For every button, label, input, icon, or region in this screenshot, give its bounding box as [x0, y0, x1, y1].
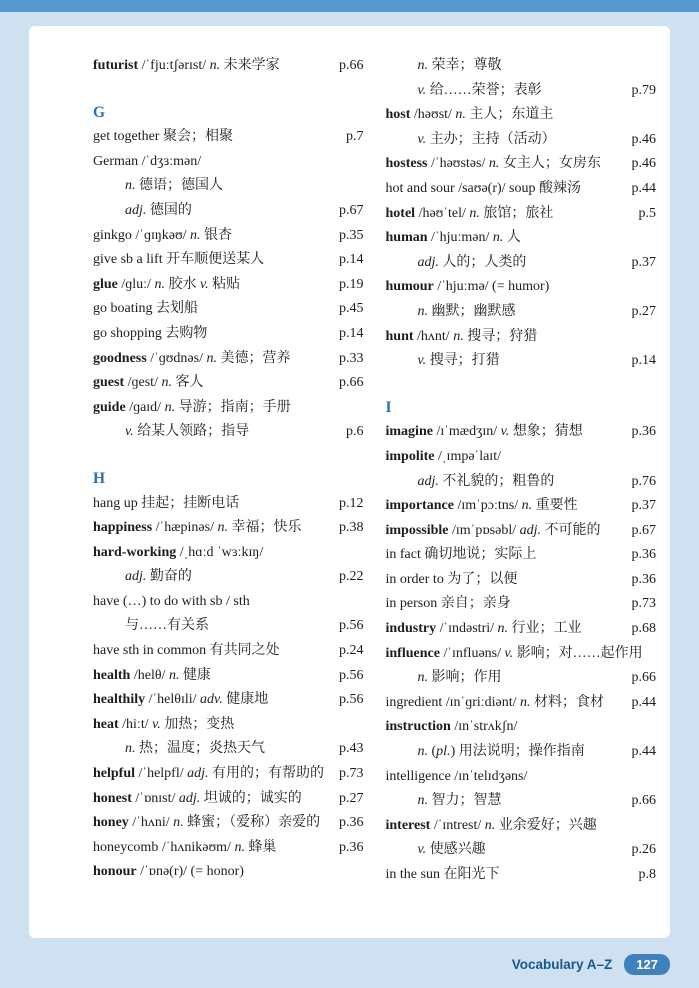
entry-line — [386, 349, 657, 374]
entry-line — [386, 152, 657, 177]
footer — [512, 954, 670, 975]
page-ref: p.27 — [631, 303, 656, 319]
page-ref: p.56 — [339, 692, 364, 708]
entry-line — [386, 226, 657, 251]
entry-text: hot and sour /saʊə(r)/ soup 酸辣汤 — [385, 180, 581, 196]
entry-text: in person 亲自；亲身 — [385, 596, 511, 612]
entry-text: have sth in common 有共同之处 — [93, 643, 280, 659]
entry-text: interest /ˈɪntrest/ n. 业余爱好；兴趣 — [385, 817, 597, 833]
page-sheet — [29, 26, 670, 938]
entry-line — [386, 765, 657, 790]
entry-line — [386, 54, 657, 79]
page-ref: p.14 — [339, 252, 364, 268]
entry-line — [93, 371, 364, 396]
page-ref: p.73 — [631, 596, 656, 612]
page-number-badge: 127 — [624, 954, 670, 975]
entry-line — [386, 617, 657, 642]
entry-line — [93, 688, 364, 713]
page-ref: p.66 — [631, 670, 656, 686]
entry-text: v. 给某人领路；指导 — [125, 424, 250, 440]
entry-line — [93, 273, 364, 298]
page-ref: p.38 — [339, 520, 364, 536]
page-ref: p.35 — [339, 227, 364, 243]
entry-text: hostess /ˈhəʊstəs/ n. 女主人；女房东 — [385, 156, 601, 172]
entry-text: honeycomb /ˈhʌnikəʊm/ n. 蜂巢 — [93, 839, 277, 855]
entry-text: honour /ˈɒnə(r)/ (= honor) — [93, 864, 244, 880]
page-ref: p.43 — [339, 741, 364, 757]
page-ref: p.67 — [631, 522, 656, 538]
entry-text: n. 荣幸；尊敬 — [417, 58, 502, 73]
entry-text: influence /ˈɪnfluəns/ v. 影响；对……起作用 — [385, 645, 643, 661]
entry-text: ingredient /ɪnˈɡriːdiənt/ n. 材料；食材 — [385, 694, 605, 710]
entry-text: honest /ˈɒnɪst/ adj. 坦诚的；诚实的 — [93, 790, 302, 806]
entry-text: healthily /ˈhelθɪli/ adv. 健康地 — [93, 692, 269, 708]
entry-line — [386, 814, 657, 839]
page-ref: p.56 — [339, 618, 364, 634]
entry-text: n. (pl.) 用法说明；操作指南 — [417, 744, 585, 760]
vocab-column — [93, 54, 364, 888]
entry-text: adj. 德国的 — [125, 202, 192, 218]
entry-text: helpful /ˈhelpfl/ adj. 有用的；有帮助的 — [93, 766, 325, 782]
entry-line — [386, 543, 657, 568]
entry-line — [386, 325, 657, 350]
entry-text: give sb a lift 开车顺便送某人 — [93, 252, 265, 268]
entry-text: go boating 去划船 — [93, 301, 198, 317]
entry-text: impolite /ˌɪmpəˈlaɪt/ — [385, 448, 501, 464]
entry-line — [386, 420, 657, 445]
entry-line — [93, 420, 364, 445]
entry-text: hard-working /ˌhɑːd ˈwɜːkɪŋ/ — [93, 544, 264, 560]
entry-text: have (…) to do with sb / sth — [93, 593, 250, 609]
entry-text: ginkgo /ˈɡɪŋkəʊ/ n. 银杏 — [93, 227, 233, 243]
entry-line — [93, 787, 364, 812]
entry-line — [386, 79, 657, 104]
entry-line — [386, 300, 657, 325]
footer-label: Vocabulary A–Z — [511, 957, 613, 972]
top-bar — [0, 0, 699, 12]
page-ref: p.37 — [631, 498, 656, 514]
page-ref: p.66 — [339, 58, 364, 73]
entry-line — [386, 519, 657, 544]
entry-text: futurist /ˈfjuːtʃərɪst/ n. 未来学家 — [93, 58, 280, 73]
section-letter: I — [385, 398, 392, 416]
entry-line — [386, 568, 657, 593]
entry-line — [386, 275, 657, 300]
entry-line — [93, 125, 364, 150]
page-ref: p.67 — [339, 202, 364, 218]
entry-text: glue /ɡluː/ n. 胶水 v. 粘贴 — [93, 276, 241, 292]
page-ref: p.37 — [631, 254, 656, 270]
entry-text: instruction /ɪnˈstrʌkʃn/ — [385, 719, 518, 735]
entry-text: v. 给……荣誉；表彰 — [417, 82, 542, 98]
entry-line — [386, 789, 657, 814]
entry-line — [93, 297, 364, 322]
entry-text: goodness /ˈɡʊdnəs/ n. 美德；营养 — [93, 350, 291, 366]
entry-line — [386, 642, 657, 667]
entry-text: impossible /ɪmˈpɒsəbl/ adj. 不可能的 — [385, 522, 601, 538]
entry-line — [93, 639, 364, 664]
page-ref: p.12 — [339, 495, 364, 511]
entry-line — [386, 445, 657, 470]
entry-text: humour /ˈhjuːmə/ (= humor) — [385, 279, 550, 295]
entry-text: intelligence /ɪnˈtelɪdʒəns/ — [385, 768, 528, 784]
entry-text: hunt /hʌnt/ n. 搜寻；狩猎 — [385, 328, 538, 344]
entry-text: industry /ˈɪndəstri/ n. 行业；工业 — [385, 621, 582, 637]
page-ref: p.44 — [631, 180, 656, 196]
entry-text: in order to 为了；以便 — [385, 571, 518, 587]
entry-text: 与……有关系 — [125, 618, 209, 634]
entry-line — [386, 740, 657, 765]
entry-text: n. 智力；智慧 — [417, 793, 502, 809]
entry-text: human /ˈhjuːmən/ n. 人 — [385, 230, 521, 246]
entry-text: go shopping 去购物 — [93, 325, 208, 341]
entry-line — [386, 470, 657, 495]
entry-line — [93, 565, 364, 590]
entry-text: hang up 挂起；挂断电话 — [93, 495, 240, 511]
entry-text: honey /ˈhʌni/ n. 蜂蜜；（爱称）亲爱的 — [93, 815, 321, 831]
entry-line — [93, 174, 364, 199]
entry-text: v. 搜寻；打猎 — [417, 353, 500, 369]
page-ref: p.68 — [631, 621, 656, 637]
vocab-columns — [93, 54, 656, 888]
entry-line — [93, 811, 364, 836]
page-ref: p.79 — [631, 82, 656, 98]
entry-line — [93, 762, 364, 787]
page-ref: p.66 — [631, 793, 656, 809]
entry-text: guide /ɡaɪd/ n. 导游；指南；手册 — [93, 399, 291, 415]
entry-text: in the sun 在阳光下 — [385, 867, 500, 882]
entry-line — [93, 614, 364, 639]
page-ref: p.14 — [631, 353, 656, 369]
entry-text: in fact 确切地说；实际上 — [385, 547, 537, 563]
section-letter: H — [93, 469, 106, 487]
entry-line — [386, 202, 657, 227]
entry-line — [386, 103, 657, 128]
page-ref: p.45 — [339, 301, 364, 317]
entry-line — [386, 838, 657, 863]
entry-line — [93, 516, 364, 541]
entry-line — [93, 54, 364, 79]
entry-text: n. 德语；德国人 — [125, 178, 223, 194]
page-ref: p.6 — [346, 424, 364, 440]
vocab-column — [386, 54, 657, 888]
entry-line — [93, 713, 364, 738]
entry-line — [93, 150, 364, 175]
entry-line — [93, 737, 364, 762]
page-ref: p.36 — [631, 571, 656, 587]
page-ref: p.56 — [339, 667, 364, 683]
entry-text: get together 聚会；相聚 — [93, 129, 233, 145]
entry-text: happiness /ˈhæpinəs/ n. 幸福；快乐 — [93, 520, 302, 536]
page-ref: p.26 — [631, 842, 656, 858]
entry-line — [93, 199, 364, 224]
page-ref: p.73 — [339, 766, 364, 782]
page-ref: p.24 — [339, 643, 364, 659]
entry-text: host /həʊst/ n. 主人；东道主 — [385, 107, 554, 123]
entry-line — [93, 590, 364, 615]
entry-line — [386, 494, 657, 519]
page-ref: p.8 — [638, 867, 656, 882]
entry-text: v. 主办；主持（活动） — [417, 131, 556, 147]
entry-line — [386, 863, 657, 888]
entry-text: n. 热；温度；炎热天气 — [125, 741, 265, 757]
page-ref: p.5 — [638, 205, 656, 221]
page-ref: p.14 — [339, 325, 364, 341]
page-ref: p.22 — [339, 569, 364, 585]
entry-text: n. 幽默；幽默感 — [417, 303, 516, 319]
entry-text: heat /hiːt/ v. 加热；变热 — [93, 716, 235, 732]
entry-line — [386, 715, 657, 740]
entry-line — [386, 592, 657, 617]
page-ref: p.19 — [339, 276, 364, 292]
page-ref: p.36 — [339, 839, 364, 855]
entry-text: adj. 不礼貌的；粗鲁的 — [417, 473, 555, 489]
entry-line — [93, 396, 364, 421]
entry-text: guest /ɡest/ n. 客人 — [93, 375, 204, 391]
entry-line — [93, 860, 364, 885]
page-ref: p.33 — [339, 350, 364, 366]
page-ref: p.44 — [631, 694, 656, 710]
entry-text: n. 影响；作用 — [417, 670, 502, 686]
page-ref: p.36 — [339, 815, 364, 831]
page-ref: p.76 — [631, 473, 656, 489]
page-ref: p.44 — [631, 744, 656, 760]
page-ref: p.27 — [339, 790, 364, 806]
entry-text: German /ˈdʒɜːmən/ — [93, 153, 202, 169]
entry-line — [93, 347, 364, 372]
entry-line — [93, 248, 364, 273]
entry-text: imagine /ɪˈmædʒɪn/ v. 想象；猜想 — [385, 424, 583, 440]
page-ref: p.46 — [631, 156, 656, 172]
entry-text: health /helθ/ n. 健康 — [93, 667, 211, 683]
entry-line — [386, 177, 657, 202]
page-ref: p.36 — [631, 424, 656, 440]
page-ref: p.46 — [631, 131, 656, 147]
entry-line — [93, 664, 364, 689]
entry-line — [386, 128, 657, 153]
entry-line — [93, 492, 364, 517]
entry-line — [93, 836, 364, 861]
page-ref: p.66 — [339, 375, 364, 391]
section-letter: G — [93, 103, 106, 121]
page-ref: p.7 — [346, 129, 364, 145]
entry-text: v. 使感兴趣 — [417, 842, 486, 858]
entry-line — [93, 541, 364, 566]
entry-text: importance /ɪmˈpɔːtns/ n. 重要性 — [385, 498, 578, 514]
entry-line — [93, 224, 364, 249]
entry-line — [386, 251, 657, 276]
entry-line — [386, 666, 657, 691]
entry-text: adj. 人的；人类的 — [417, 254, 527, 270]
page-ref: p.36 — [631, 547, 656, 563]
entry-text: hotel /həʊˈtel/ n. 旅馆；旅社 — [385, 205, 554, 221]
entry-line — [386, 691, 657, 716]
entry-line — [93, 322, 364, 347]
entry-text: adj. 勤奋的 — [125, 569, 192, 585]
